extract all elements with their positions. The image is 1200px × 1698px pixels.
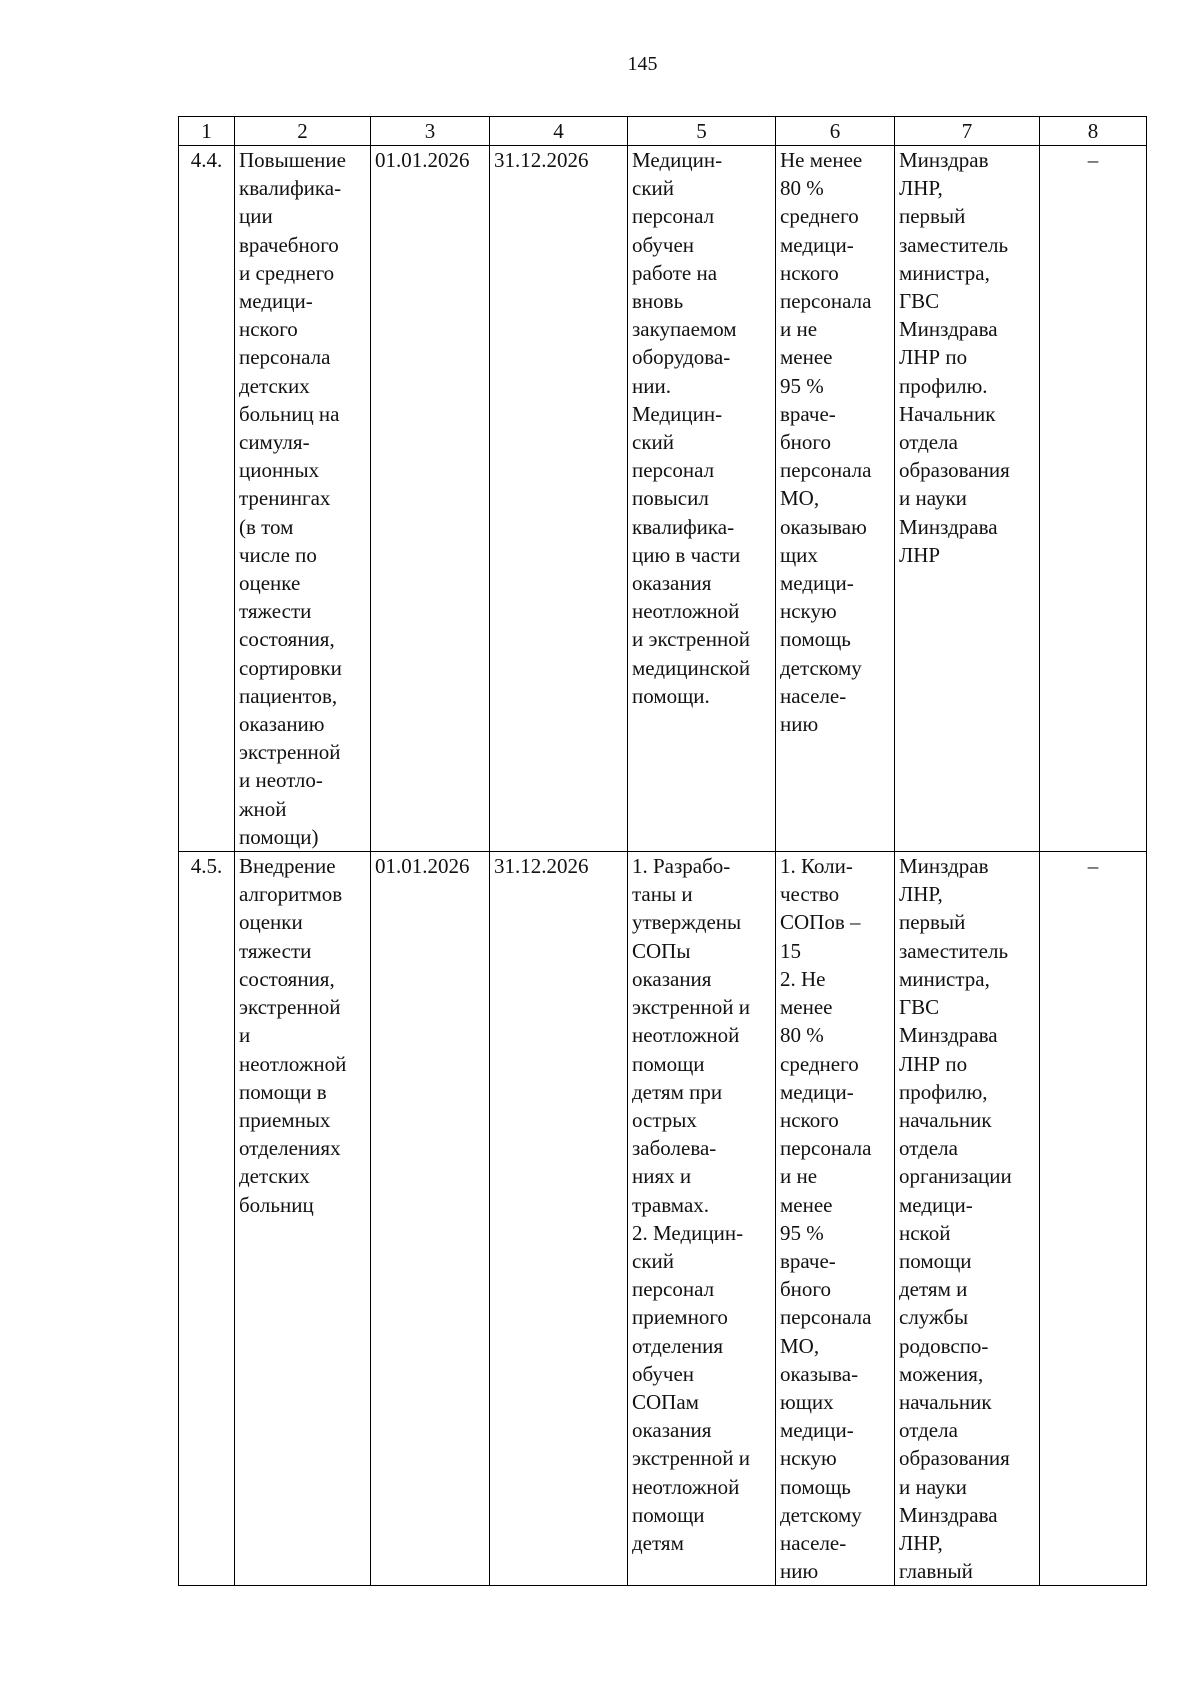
expected-result: 1. Разрабо- таны и утверждены СОПы оказания экстренной и неотложной помощи детям при острых заболева- ниях и травмах. 2. Медицин- ский персонал приемного отделения обучен СОПам оказания экстренной и неотложной помощи детям [628, 852, 776, 1586]
event-name: Внедрение алгоритмов оценки тяжести состояния, экстренной и неотложной помощи в приемных отделениях детских больниц [235, 852, 371, 1586]
measures-table [178, 116, 1147, 1586]
header-col-8: 8 [1040, 117, 1147, 146]
col-8-value: – [1040, 852, 1147, 1586]
row-number: 4.5. [179, 852, 235, 1586]
header-col-5: 5 [628, 117, 776, 146]
end-date: 31.12.2026 [490, 852, 628, 1586]
header-col-2: 2 [235, 117, 371, 146]
table-row [179, 852, 1147, 1586]
event-name: Повышение квалифика- ции врачебного и среднего медици- нского персонала детских больниц на симуля- ционных тренингах (в том числе по оценке тяжести состояния, сортировки пациентов, оказанию экстренной и неотло- жной помощи) [235, 146, 371, 852]
responsible: Минздрав ЛНР, первый заместитель министра, ГВС Минздрава ЛНР по профилю, начальник отдела организации медици- нской помощи детям и службы родовспо- можения, начальник отдела образования и науки Минздрава ЛНР, главный [895, 852, 1040, 1586]
header-col-7: 7 [895, 117, 1040, 146]
header-col-6: 6 [776, 117, 895, 146]
table-header-row [179, 117, 1147, 146]
indicator: Не менее 80 % среднего медици- нского персонала и не менее 95 % враче- бного персонала МО, оказываю щих медици- нскую помощь детскому населе- нию [776, 146, 895, 852]
col-8-value: – [1040, 146, 1147, 852]
start-date: 01.01.2026 [371, 852, 490, 1586]
row-number: 4.4. [179, 146, 235, 852]
table-row [179, 146, 1147, 852]
header-col-3: 3 [371, 117, 490, 146]
responsible: Минздрав ЛНР, первый заместитель министра, ГВС Минздрава ЛНР по профилю. Начальник отдела образования и науки Минздрава ЛНР [895, 146, 1040, 852]
end-date: 31.12.2026 [490, 146, 628, 852]
page-number: 145 [627, 53, 658, 75]
header-col-4: 4 [490, 117, 628, 146]
header-col-1: 1 [179, 117, 235, 146]
start-date: 01.01.2026 [371, 146, 490, 852]
expected-result: Медицин- ский персонал обучен работе на вновь закупаемом оборудова- нии. Медицин- ский персонал повысил квалифика- цию в части оказания неотложной и экстренной медицинской помощи. [628, 146, 776, 852]
indicator: 1. Коли- чество СОПов – 15 2. Не менее 80 % среднего медици- нского персонала и не менее 95 % враче- бного персонала МО, оказыва- ющих медици- нскую помощь детскому населе- нию [776, 852, 895, 1586]
